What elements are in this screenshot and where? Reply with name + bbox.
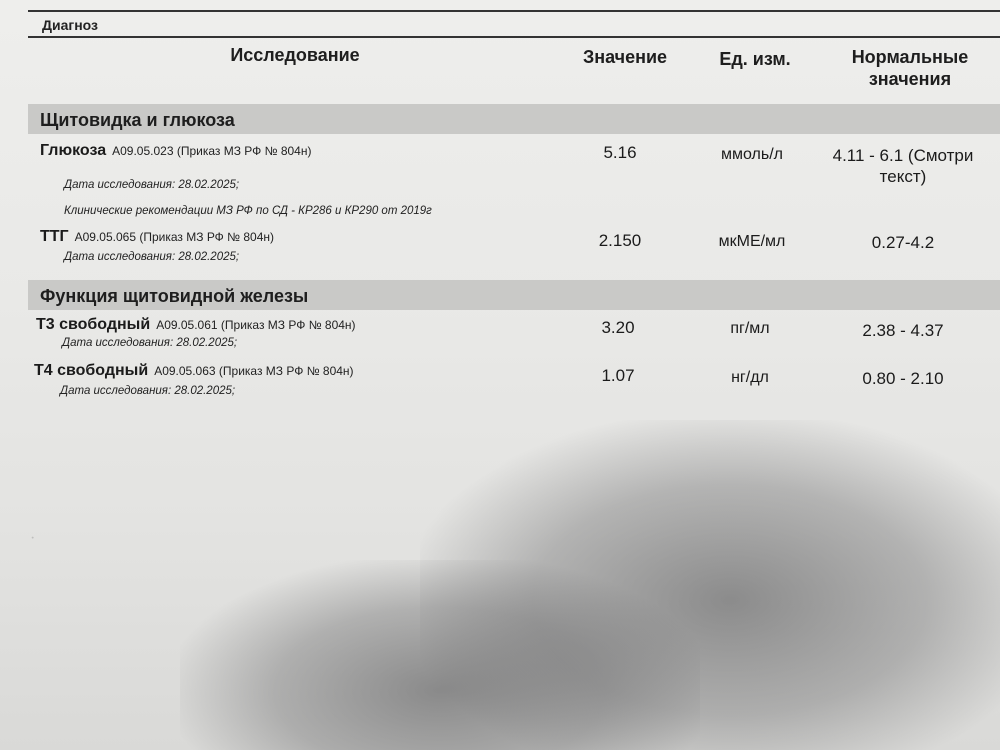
test-norm-line1: 0.27-4.2 [871, 233, 935, 252]
test-name-text: Глюкоза [40, 142, 107, 159]
test-norm-line1: 2.38 - 4.37 [862, 321, 944, 340]
section-title: Щитовидка и глюкоза [40, 110, 235, 130]
test-unit: мкМЕ/мл [718, 233, 786, 250]
test-value: 1.07 [601, 366, 635, 385]
test-unit: пг/мл [730, 320, 770, 337]
test-unit: ммоль/л [721, 146, 783, 163]
test-date: Дата исследования: 28.02.2025; [64, 179, 240, 191]
test-note: Клинические рекомендации МЗ РФ по СД - КР286 и КР290 от 2019г [64, 205, 432, 217]
header-study: Исследование [230, 45, 360, 65]
test-code: A09.05.065 (Приказ МЗ РФ № 804н) [74, 230, 274, 244]
header-unit: Ед. изм. [719, 49, 791, 69]
test-norm-line2: текст) [879, 167, 927, 186]
header-norm-line2: значения [868, 69, 952, 89]
test-date: Дата исследования: 28.02.2025; [60, 385, 236, 397]
section-header [28, 104, 1000, 134]
hand-shadow [420, 420, 1000, 750]
test-value: 2.150 [598, 231, 642, 250]
header-norm-line1: Нормальные [851, 47, 969, 67]
test-name [40, 228, 274, 246]
test-norm-line1: 4.11 - 6.1 (Смотри [832, 146, 974, 165]
test-date: Дата исследования: 28.02.2025; [64, 251, 240, 263]
diagnosis-label: Диагноз [42, 17, 98, 33]
test-code: A09.05.063 (Приказ МЗ РФ № 804н) [154, 364, 354, 378]
test-value: 5.16 [603, 143, 637, 162]
test-code: A09.05.023 (Приказ МЗ РФ № 804н) [112, 144, 312, 158]
test-name-text: Т4 свободный [34, 362, 149, 379]
section-header [28, 280, 1000, 310]
test-name [40, 142, 311, 160]
section-title: Функция щитовидной железы [40, 286, 309, 306]
hand-shadow-lower [180, 560, 700, 750]
header-value: Значение [582, 47, 668, 67]
diagnosis-field [28, 12, 1000, 38]
test-name [34, 362, 354, 380]
test-code: A09.05.061 (Приказ МЗ РФ № 804н) [156, 318, 356, 332]
test-date: Дата исследования: 28.02.2025; [62, 337, 238, 349]
test-norm-line1: 0.80 - 2.10 [862, 369, 944, 388]
test-name-text: ТТГ [40, 228, 69, 245]
test-unit: нг/дл [731, 369, 769, 386]
bleed-through-text: · [30, 530, 36, 547]
test-value: 3.20 [601, 318, 635, 337]
test-name [36, 316, 356, 334]
test-name-text: Т3 свободный [36, 316, 151, 333]
